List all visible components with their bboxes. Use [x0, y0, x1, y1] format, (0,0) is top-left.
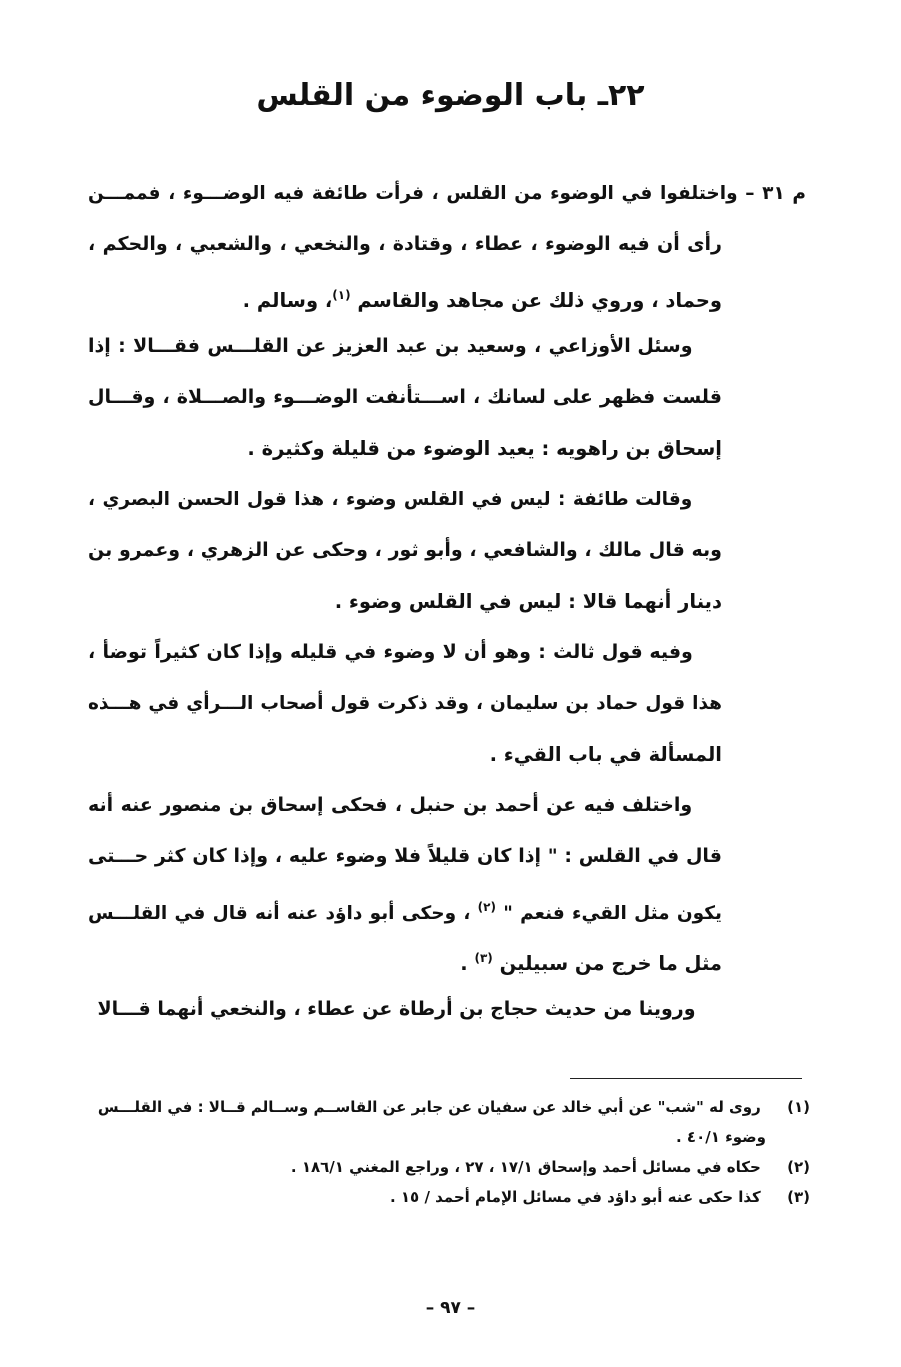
footnote-ref: (٢) [477, 900, 496, 914]
text-line: وقالت طائفة : ليس في القلس وضوء ، هذا قول الحسن البصري ، [88, 489, 693, 510]
footnote-ref: (٣) [474, 951, 493, 965]
main-text [88, 168, 806, 1035]
text-line: إسحاق بن راهويه : يعيد الوضوء من قليلة وكثيرة . [247, 437, 722, 460]
text-line: قلست فظهر على لسانك ، اســـتأنفت الوضـــوء والصـــلاة ، وقـــال [88, 386, 722, 408]
text-line: وبه قال مالك ، والشافعي ، وأبو ثور ، وحكى عن الزهري ، وعمرو بن [88, 539, 722, 561]
text-line: وفيه قول ثالث : وهو أن لا وضوء في قليله وإذا كان كثيراً توضأ ، [88, 641, 693, 663]
footnotes [92, 1092, 810, 1212]
page-number: – ٩٧ – [425, 1298, 476, 1318]
footnote [92, 1182, 810, 1212]
text-line: واختلف فيه عن أحمد بن حنبل ، فحكى إسحاق بن منصور عنه أنه [88, 794, 693, 816]
footnote-text-continued: وضوء ٤٠/١ . [676, 1128, 766, 1146]
text-line: دينار أنهما قالا : ليس في القلس وضوء . [334, 590, 722, 613]
footnote-number: (٣) [787, 1188, 810, 1206]
text-line: هذا قول حماد بن سليمان ، وقد ذكرت قول أصحاب الـــرأي في هـــذه [88, 693, 722, 714]
footnote-text: روى له "شب" عن أبي خالد عن سفيان عن جابر عن القاســم وســالم قــالا : في القلـــس [97, 1098, 761, 1116]
text-line: رأى أن فيه الوضوء ، عطاء ، وقتادة ، والنخعي ، والشعبي ، والحكم ، [88, 233, 722, 255]
chapter-title: ٢٢ـ باب الوضوء من القلس [256, 78, 645, 113]
footnote-text: كذا حكى عنه أبو داؤد في مسائل الإمام أحمد / ١٥ . [389, 1188, 761, 1206]
text-line: يكون مثل القيء فنعم " $^{(٢)}$ ، وحكى أبو داؤد عنه أنه قال في القلـــس [88, 900, 722, 924]
text-line: وروينا من حديث حجاج بن أرطاة عن عطاء ، والنخعي أنهما قـــالا [97, 998, 696, 1020]
footnote [92, 1152, 810, 1182]
footnote-number: (١) [787, 1098, 810, 1116]
footnote-text: حكاه في مسائل أحمد وإسحاق ١٧/١ ، ٢٧ ، وراجع المغني ١٨٦/١ . [290, 1158, 761, 1176]
footnote-divider [570, 1078, 802, 1079]
text-line: م ٣١ – واختلفوا في الوضوء من القلس ، فرأت طائفة فيه الوضـــوء ، فممـــن [88, 183, 806, 204]
text-line: مثل ما خرج من سبيلين $^{(٣)}$ . [460, 951, 722, 975]
text-line: وحماد ، وروي ذلك عن مجاهد والقاسم $^{(١)}$، وسالم . [242, 288, 722, 312]
footnote-ref: (١) [332, 288, 351, 302]
text-line: المسألة في باب القيء . [489, 743, 722, 766]
section-marker: م ٣١ – [745, 183, 806, 204]
footnote-number: (٢) [787, 1158, 810, 1176]
text-line: قال في القلس : " إذا كان قليلاً فلا وضوء عليه ، وإذا كان كثر حـــتى [88, 845, 722, 867]
footnote [92, 1092, 810, 1122]
text-line: ​ وسئل الأوزاعي ، وسعيد بن عبد العزيز عن القلـــس فقـــالا : إذا [88, 335, 722, 357]
